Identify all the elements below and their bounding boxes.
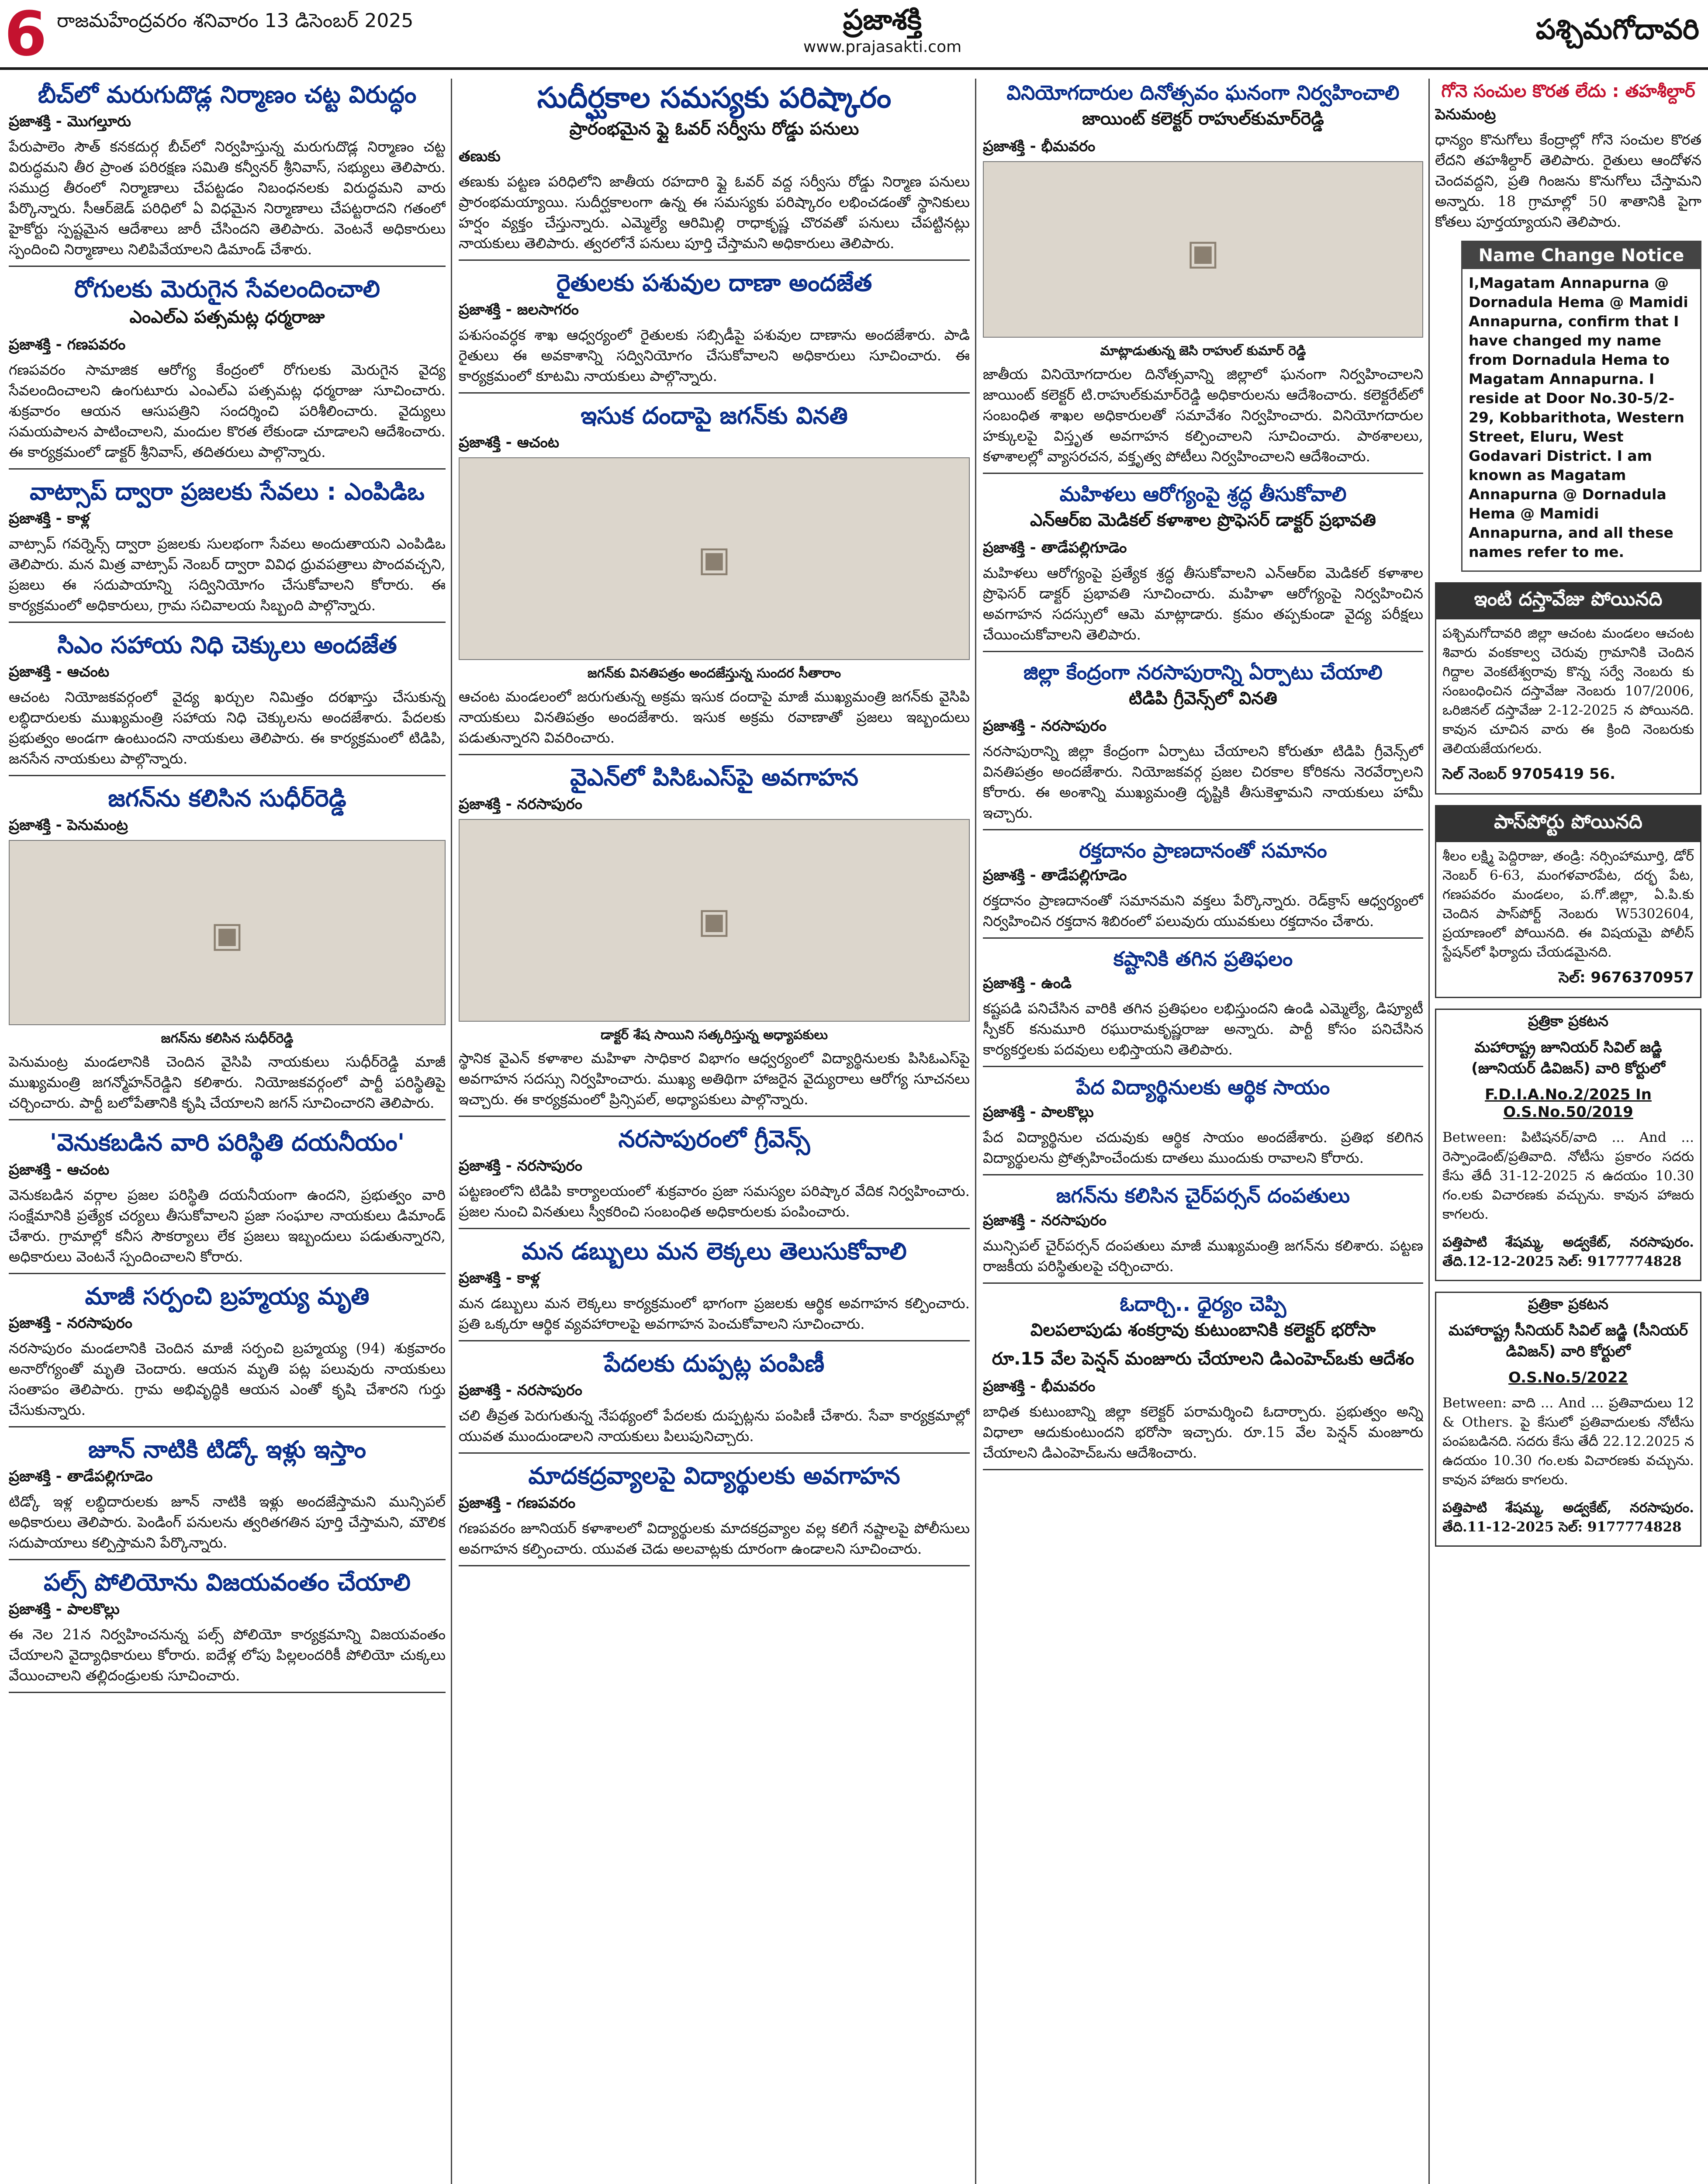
divider [983,829,1423,830]
story-body: పట్టణంలోని టిడిపి కార్యాలయంలో శుక్రవారం ప్రజా సమస్యల పరిష్కార వేదిక నిర్వహించారు. ప్రజల నుంచి వినతులు స్వీకరించి సంబంధిత అధికారులకు పంపించారు. [459,1182,970,1220]
story-body: మహిళలు ఆరోగ్యంపై ప్రత్యేక శ్రద్ధ తీసుకోవాలని ఎన్‌ఆర్‌ఐ మెడికల్ కళాశాల ప్రొఫెసర్ డాక్టర్ ప్రభావతి సూచించారు. మహిళా ఆరోగ్యంపై నిర్వహించిన అవగాహన సదస్సులో ఆమె మాట్లాడారు. క్రమం తప్పకుండా వైద్య పరీక్షలు చేయించుకోవాలని తెలిపారు. [983,564,1423,643]
page-number: 6 [4,0,47,70]
divider [459,1565,970,1566]
news-story [9,276,446,470]
classified-phone: సెల్: 9676370957 [1559,969,1694,986]
masthead [0,0,1708,70]
divider [459,1116,970,1117]
story-kicker: రూ.15 వేల పెన్షన్ మంజూరు చేయాలని డిఎంహెచ్‌ఒకు ఆదేశం [992,1349,1414,1369]
news-story [983,1184,1423,1284]
story-body: మన డబ్బులు మన లెక్కలు కార్యక్రమంలో భాగంగా ప్రజలకు ఆర్థిక అవగాహన కల్పించారు. ప్రతి ఒక్కరూ ఆర్థిక వ్యవహారాలపై అవగాహన పెంచుకోవాలని సూచించారు. [459,1295,970,1333]
story-headline: బీచ్‌లో మరుగుదొడ్ల నిర్మాణం చట్ట విరుద్ధం [38,81,417,108]
news-story [9,478,446,623]
story-body: మున్సిపల్ చైర్‌పర్సన్ దంపతులు మాజీ ముఖ్యమంత్రి జగన్‌ను కలిశారు. పట్టణ రాజకీయ పరిస్థితులపై చర్చించారు. [983,1237,1423,1275]
photo-caption: జగన్‌ను కలిసిన సుధీర్‌రెడ్డి [161,1031,294,1047]
divider [9,1273,446,1274]
divider [9,266,446,267]
story-body: చలి తీవ్రత పెరుగుతున్న నేపథ్యంలో పేదలకు దుప్పట్లను పంపిణీ చేశారు. సేవా కార్యక్రమాల్లో యువత ముందుండాలని నాయకులు పిలుపునిచ్చారు. [459,1407,970,1445]
news-story [459,1350,970,1454]
story-headline: సుదీర్ఘకాల సమస్యకు పరిష్కారం [537,81,892,114]
news-story [983,483,1423,652]
news-story [459,402,970,755]
divider [459,754,970,755]
news-story [9,1129,446,1274]
notice-title: ప్రత్రికా ప్రకటన [1528,1296,1609,1313]
story-headline: పేదలకు దుప్పట్ల పంపిణీ [604,1350,825,1378]
news-story [983,81,1423,474]
story-body: ఆచంట మండలంలో జరుగుతున్న అక్రమ ఇసుక దందాపై మాజీ ముఖ్యమంత్రి జగన్‌కు వైసిపి నాయకులు వినతిపత్రం అందజేశారు. ఇసుక అక్రమ రవాణాతో ప్రజలు ఇబ్బందులు పడుతున్నారని వివరించారు. [459,688,970,746]
story-dateline: ప్రజాశక్తి - ఆచంట [9,663,110,681]
column-rule [1428,79,1430,2184]
story-gunny-bags [1435,81,1701,232]
column-center-right [983,79,1423,2184]
notice-signature: పత్తిపాటి శేషమ్మ, అడ్వకేట్, నరసాపురం. తేది.11-12-2025 సెల్: 9177774828 [1442,1500,1694,1535]
story-headline: మాదకద్రవ్యాలపై విద్యార్థులకు అవగాహన [528,1462,900,1490]
story-kicker: ఎన్‌ఆర్‌ఐ మెడికల్ కళాశాల ప్రొఫెసర్ డాక్టర్ ప్రభావతి [1030,510,1376,530]
story-body: వాట్సాప్ గవర్నెన్స్ ద్వారా ప్రజలకు సులభంగా సేవలు అందుతాయని ఎంపిడిఒ తెలిపారు. మన మిత్ర వాట్సాప్ నెంబర్ ద్వారా వివిధ ధ్రువపత్రాలు పొందవచ్చని, ప్రజలు ఈ సదుపాయాన్ని సద్వినియోగం చేసుకోవాలని కోరారు. ఈ కార్యక్రమంలో అధికారులు, గ్రామ సచివాలయ సిబ్బంది పాల్గొన్నారు. [9,535,446,614]
story-body: కష్టపడి పనిచేసిన వారికి తగిన ప్రతిఫలం లభిస్తుందని ఉండి ఎమ్మెల్యే, డిప్యూటీ స్పీకర్ కనుమూరి రఘురామకృష్ణరాజు అన్నారు. పార్టీ కోసం పనిచేసిన కార్యకర్తలకు పదవులు లభిస్తాయని తెలిపారు. [983,1000,1423,1058]
news-story [983,1076,1423,1175]
divider [983,1282,1423,1284]
story-kicker: విలపలాపుడు శంకర్రావు కుటుంబానికి కలెక్టర్ భరోసా [1030,1320,1376,1341]
story-body: గణపవరం సామాజిక ఆరోగ్య కేంద్రంలో రోగులకు మెరుగైన వైద్య సేవలందించాలని ఉంగుటూరు ఎంఎల్‌ఎ పత్సమట్ల ధర్మరాజు సూచించారు. శుక్రవారం ఆయన ఆసుపత్రిని సందర్శించి పరిశీలించారు. వైద్యులు సమయపాలన పాటించాలని, మందుల కొరత లేకుండా చూడాలని ఆదేశించారు. ఈ కార్యక్రమంలో డాక్టర్ శ్రీనివాస్, తదితరులు పాల్గొన్నారు. [9,361,446,461]
story-dateline: పెనుమంట్ర [1435,106,1496,123]
story-body: ఈ నెల 21న నిర్వహించనున్న పల్స్ పోలియో కార్యక్రమాన్ని విజయవంతం చేయాలని వైద్యాధికారులు కోరారు. ఐదేళ్ల లోపు పిల్లలందరికీ పోలియో చుక్కలు వేయించాలని తల్లిదండ్రులకు సూచించారు. [9,1625,446,1684]
story-dateline: ప్రజాశక్తి - నరసాపురం [9,1314,132,1332]
news-photo [9,840,446,1025]
story-headline: మాజీ సర్పంచి బ్రహ్మయ్య మృతి [85,1282,370,1310]
story-kicker: ప్రారంభమైన ఫ్లై ఓవర్ సర్వీసు రోడ్డు పనులు [569,118,859,139]
column-rule [451,79,452,2184]
classified-body: శీలం లక్ష్మి పెద్దిరాజు, తండ్రి: నర్సింహామూర్తి, డోర్ నెంబర్ 6-63, మంగళవారపేట, దర్భ పేట, గణపవరం మండలం, ప.గో.జిల్లా, ఏ.పి.కు చెందిన పాస్‌పోర్ట్ నెంబరు W5302604, ప్రయాణంలో పోయినది. ఈ విషయమై పోలీస్ స్టేషన్‌లో ఫిర్యాదు చేయడమైనది. [1442,848,1694,960]
classified-lost-passport [1435,805,1701,998]
news-story [9,1569,446,1693]
divider [983,1174,1423,1175]
divider [9,1559,446,1560]
news-story [983,947,1423,1068]
news-story [459,764,970,1117]
story-body: నరసాపురాన్ని జిల్లా కేంద్రంగా ఏర్పాటు చేయాలని కోరుతూ టిడిపి గ్రీవెన్స్‌లో వినతిపత్రం అందజేశారు. నియోజకవర్గ ప్రజల చిరకాల కోరికను నెరవేర్చాలని కోరారు. ఈ అంశాన్ని ముఖ్యమంత్రి దృష్టికి తీసుకెళ్తామని నాయకులు హామీ ఇచ్చారు. [983,742,1423,821]
photo-placeholder-icon: ▣ [698,539,731,580]
story-dateline: తణుకు [459,147,501,165]
brand-name: ప్రజాశక్తి [843,4,922,36]
story-body: పేరుపాలెం సౌత్ కనకదుర్గ బీచ్‌లో నిర్వహిస్తున్న మరుగుదొడ్ల నిర్మాణం చట్ట విరుద్ధమని తీర ప్రాంత పరిరక్షణ సమితి కన్వీనర్ శ్రీనివాస్, సభ్యులు తెలిపారు. సముద్ర తీరంలో నిర్మాణాలు చేపట్టడం నిబంధనలకు విరుద్ధమని వారు పేర్కొన్నారు. సీఆర్‌జెడ్ పరిధిలో ఏ విధమైన నిర్మాణాలు చేపట్టరాదని గతంలో హైకోర్టు స్పష్టమైన ఆదేశాలు జారీ చేసిందని తెలిపారు. వెంటనే అధికారులు స్పందించి నిర్మాణాలు నిలిపివేయాలని డిమాండ్ చేశారు. [9,138,446,258]
notice-title: ప్రత్రికా ప్రకటన [1528,1013,1609,1030]
divider [459,1340,970,1341]
story-headline: పల్స్ పోలియోను విజయవంతం చేయాలి [43,1568,411,1596]
story-dateline: ప్రజాశక్తి - తాడేపల్లిగూడెం [9,1467,153,1485]
news-story [9,1436,446,1560]
story-dateline: ప్రజాశక్తి - నరసాపురం [459,1157,582,1175]
news-story [459,270,970,394]
story-dateline: ప్రజాశక్తి - నరసాపురం [459,795,582,813]
story-dateline: ప్రజాశక్తి - నరసాపురం [459,1382,582,1400]
divider [9,775,446,776]
classified-phone: సెల్ నెంబర్ 9705419 56. [1442,765,1616,783]
story-dateline: ప్రజాశక్తి - గణపవరం [459,1494,576,1512]
story-dateline: ప్రజాశక్తి - ఆచంట [9,1161,110,1178]
news-story [459,1238,970,1341]
news-story [983,839,1423,939]
story-body: ఆచంట నియోజకవర్గంలో వైద్య ఖర్చుల నిమిత్తం దరఖాస్తు చేసుకున్న లబ్ధిదారులకు ముఖ్యమంత్రి సహాయ నిధి చెక్కులను అందజేశారు. పేదలకు ప్రభుత్వం అండగా ఉంటుందని నాయకులు తెలిపారు. ఈ కార్యక్రమంలో టిడిపి, జనసేన నాయకులు పాల్గొన్నారు. [9,688,446,767]
divider [983,651,1423,652]
story-body: పశుసంవర్ధక శాఖ ఆధ్వర్యంలో రైతులకు సబ్సిడీపై పశువుల దాణాను అందజేశారు. పాడి రైతులు ఈ అవకాశాన్ని సద్వినియోగం చేసుకోవాలని అధికారులు సూచించారు. ఈ కార్యక్రమంలో కూటమి నాయకులు పాల్గొన్నారు. [459,326,970,384]
news-photo [459,819,970,1022]
divider [983,1066,1423,1067]
divider [9,1426,446,1427]
story-body: ధాన్యం కొనుగోలు కేంద్రాల్లో గోనె సంచుల కొరత లేదని తహశీల్దార్ తెలిపారు. రైతులు ఆందోళన చెందవద్దని, ప్రతి గింజను కొనుగోలు చేస్తామని అన్నారు. 18 గ్రామాల్లో 50 శాతానికి పైగా కోతలు పూర్తయ్యాయని తెలిపారు. [1435,131,1701,230]
story-dateline: ప్రజాశక్తి - తాడేపల్లిగూడెం [983,539,1127,556]
divider [9,1119,446,1120]
story-dateline: ప్రజాశక్తి - నరసాపురం [983,717,1106,735]
photo-placeholder-icon: ▣ [1186,232,1220,273]
brand-url[interactable]: www.prajasakti.com [803,38,962,56]
court-name: మహారాష్ట్ర జూనియర్ సివిల్ జడ్జి (జూనియర్ డివిజన్) వారి కోర్టులో [1471,1039,1665,1077]
story-dateline: ప్రజాశక్తి - పాలకొల్లు [9,1600,120,1618]
divider [459,259,970,261]
divider [983,937,1423,939]
story-dateline: ప్రజాశక్తి - నరసాపురం [983,1212,1106,1230]
story-dateline: ప్రజాశక్తి - భీమవరం [983,1378,1096,1396]
story-body: పెనుమంట్ర మండలానికి చెందిన వైసిపి నాయకులు సుధీర్‌రెడ్డి మాజీ ముఖ్యమంత్రి జగన్మోహన్‌రెడ్డిని కలిశారు. నియోజకవర్గంలో పార్టీ పరిస్థితిపై చర్చించారు. పార్టీ బలోపేతానికి కృషి చేయాలని జగన్ సూచించారని తెలిపారు. [9,1053,446,1112]
news-story [9,81,446,267]
story-dateline: ప్రజాశక్తి - జలసాగరం [459,301,579,318]
story-body: పేద విద్యార్థినుల చదువుకు ఆర్థిక సాయం అందజేశారు. ప్రతిభ కలిగిన విద్యార్థులను ప్రోత్సహించేందుకు దాతలు ముందుకు రావాలని కోరారు. [983,1129,1423,1167]
name-change-notice [1461,241,1701,572]
news-story [9,785,446,1120]
news-story [983,661,1423,830]
divider [983,473,1423,474]
story-headline: రైతులకు పశువుల దాణా అందజేత [556,269,872,297]
story-kicker: టిడిపి గ్రీవెన్స్‌లో వినతి [1129,688,1277,708]
story-body: జాతీయ వినియోగదారుల దినోత్సవాన్ని జిల్లాలో ఘనంగా నిర్వహించాలని జాయింట్ కలెక్టర్ టి.రాహుల్‌కుమార్‌రెడ్డి అధికారులను ఆదేశించారు. కలెక్టరేట్‌లో సంబంధిత శాఖల అధికారులతో సమావేశం నిర్వహించారు. వినియోగదారుల హక్కులపై విస్తృత అవగాహన కల్పించాలని సూచించారు. పాఠశాలలు, కళాశాలల్లో వ్యాసరచన, వక్తృత్వ పోటీలు నిర్వహించాలని ఆదేశించారు. [983,365,1423,465]
story-headline: వినియోగదారుల దినోత్సవం ఘనంగా నిర్వహించాలి [1006,81,1400,104]
story-dateline: ప్రజాశక్తి - తాడేపల్లిగూడెం [983,866,1127,884]
photo-placeholder-icon: ▣ [698,900,731,941]
photo-caption: జగన్‌కు వినతిపత్రం అందజేస్తున్న సుందర సీతారాం [587,666,841,681]
story-headline: సిఎం సహాయ నిధి చెక్కులు అందజేత [57,631,397,659]
story-body: స్థానిక వైఎన్ కళాశాల మహిళా సాధికార విభాగం ఆధ్వర్యంలో విద్యార్థినులకు పిసిఓఎస్‌పై అవగాహన సదస్సు నిర్వహించారు. ముఖ్య అతిథిగా హాజరైన వైద్యురాలు ఆరోగ్య సూచనలు ఇచ్చారు. ఈ కార్యక్రమంలో ప్రిన్సిపల్, అధ్యాపకులు పాల్గొన్నారు. [459,1050,970,1108]
story-headline: జగన్‌ను కలిసిన సుధీర్‌రెడ్డి [108,784,346,812]
story-headline: కష్టానికి తగిన ప్రతిఫలం [1113,947,1293,971]
notice-body: Between: వాది ... And ... ప్రతివాదులు 12 & Others. పై కేసులో ప్రతివాదులకు నోటీసు పంపబడినది. సదరు కేసు తేదీ 22.12.2025 న ఉదయం 10.30 గం.లకు విచారణకు వచ్చును. కావున హాజరు కాగలరు. [1442,1395,1694,1488]
story-dateline: ప్రజాశక్తి - పెనుమంట్ర [9,816,128,834]
story-headline: మహిళలు ఆరోగ్యంపై శ్రద్ధ తీసుకోవాలి [1059,482,1347,506]
case-number: O.S.No.5/2022 [1508,1369,1628,1386]
story-dateline: ప్రజాశక్తి - గణపవరం [9,336,126,354]
story-body: తణుకు పట్టణ పరిధిలోని జాతీయ రహదారి ఫ్లై ఓవర్ వద్ద సర్వీసు రోడ్డు నిర్మాణ పనులు ప్రారంభమయ్యాయి. సుదీర్ఘకాలంగా ఉన్న ఈ సమస్యకు పరిష్కారం లభించడంతో స్థానికులు హర్షం వ్యక్తం చేస్తున్నారు. ఎమ్మెల్యే ఆరిమిల్లి రాధాకృష్ణ చొరవతో పనులు చేపట్టినట్లు నాయకులు తెలిపారు. త్వరలోనే పనులు పూర్తి చేస్తామని అధికారులు తెలిపారు. [459,173,970,252]
story-headline: జూన్ నాటికి టిడ్కో ఇళ్లు ఇస్తాం [88,1435,366,1463]
column-left [9,79,446,2184]
court-name: మహారాష్ట్ర సీనియర్ సివిల్ జడ్జి (సీనియర్ డివిజన్) వారి కోర్టులో [1448,1322,1688,1360]
divider [9,622,446,623]
notice-body: I,Magatam Annapurna @ Dornadula Hema @ Mamidi Annapurna, confirm that I have changed my name from Dornadula Hema to Magatam Annapurna. I reside at Door No.30-5/2-29, Kobbarithota, Western Street, Eluru, West Godavari District. I am known as Magatam Annapurna @ Dornadula Hema @ Mamidi Annapurna, and all these names refer to me. [1469,274,1688,560]
divider [9,1692,446,1693]
story-body: రక్తదానం ప్రాణదానంతో సమానమని వక్తలు పేర్కొన్నారు. రెడ్‌క్రాస్ ఆధ్వర్యంలో నిర్వహించిన రక్తదాన శిబిరంలో పలువురు యువకులు రక్తదానం చేశారు. [983,892,1423,930]
story-headline: 'వెనుకబడిన వారి పరిస్థితి దయనీయం' [49,1129,405,1157]
notice-signature: పత్తిపాటి శేషమ్మ, అడ్వకేట్, నరసాపురం. తేది.12-12-2025 సెల్: 9177774828 [1442,1234,1694,1269]
story-dateline: ప్రజాశక్తి - ఆచంట [459,434,560,452]
story-dateline: ప్రజాశక్తి - మొగల్తూరు [9,113,131,131]
news-photo [459,457,970,660]
divider [9,468,446,470]
photo-caption: డాక్టర్ శేష సాయిని సత్కరిస్తున్న అధ్యాపకులు [600,1027,828,1043]
story-headline: నరసాపురంలో గ్రీవెన్స్ [618,1125,810,1153]
news-story [983,1292,1423,1470]
story-dateline: ప్రజాశక్తి - కాళ్ల [459,1269,540,1287]
divider [983,1469,1423,1470]
news-story [459,81,970,261]
story-headline: ఓదార్చి.. ధైర్యం చెప్పి [1120,1292,1286,1316]
divider [459,1452,970,1454]
story-headline: జిల్లా కేంద్రంగా నరసాపురాన్ని ఏర్పాటు చేయాలి [1023,660,1383,684]
news-story [9,1283,446,1427]
notice-body: Between: పిటిషనర్/వాది ... And ... రెస్పాండెంట్/ప్రతివాది. నోటీసు ప్రకారం సదరు కేసు తేదీ 31-12-2025 న ఉదయం 10.30 గం.లకు విచారణకు వచ్చును. కావున హాజరు కాగలరు. [1442,1130,1694,1222]
classified-title: ఇంటి దస్తావేజు పోయినది [1436,584,1700,619]
divider [459,1228,970,1229]
news-story [459,1462,970,1566]
story-headline: ఇసుక దందాపై జగన్‌కు వినతి [581,401,848,429]
story-kicker: ఎంఎల్‌ఎ పత్సమట్ల ధర్మరాజు [129,307,325,328]
photo-caption: మాట్లాడుతున్న జెసి రాహుల్ కుమార్ రెడ్డి [1100,343,1306,359]
story-body: గణపవరం జూనియర్ కళాశాలలో విద్యార్థులకు మాదకద్రవ్యాల వల్ల కలిగే నష్టాలపై పోలీసులు అవగాహన కల్పించారు. యువత చెడు అలవాట్లకు దూరంగా ఉండాలని సూచించారు. [459,1519,970,1557]
column-right-classifieds [1435,79,1701,2184]
edition-name: పశ్చిమగోదావరి [1535,14,1699,46]
column-rule [975,79,976,2184]
news-photo [983,161,1423,338]
column-center-left [459,79,970,2184]
issue-date: రాజమహేంద్రవరం శనివారం 13 డిసెంబర్ 2025 [57,10,414,32]
court-notice-2 [1435,1292,1701,1547]
story-headline: పేద విద్యార్థినులకు ఆర్థిక సాయం [1076,1075,1330,1099]
brand [795,3,970,57]
story-dateline: ప్రజాశక్తి - భీమవరం [983,137,1096,155]
story-headline: జగన్‌ను కలిసిన చైర్‌పర్సన్ దంపతులు [1056,1184,1350,1208]
court-notice-1 [1435,1009,1701,1281]
news-story [9,632,446,776]
case-number: F.D.I.A.No.2/2025 In O.S.No.50/2019 [1485,1086,1652,1121]
story-headline: రక్తదానం ప్రాణదానంతో సమానం [1079,838,1327,862]
story-body: టిడ్కో ఇళ్ల లబ్ధిదారులకు జూన్ నాటికి ఇళ్లు అందజేస్తామని మున్సిపల్ అధికారులు తెలిపారు. పెండింగ్ పనులను త్వరితగతిన పూర్తి చేస్తామని, మౌలిక సదుపాయాలు కల్పిస్తామని పేర్కొన్నారు. [9,1493,446,1551]
story-body: బాధిత కుటుంబాన్ని జిల్లా కలెక్టర్ పరామర్శించి ఓదార్చారు. ప్రభుత్వం అన్ని విధాలా ఆదుకుంటుందని భరోసా ఇచ్చారు. రూ.15 వేల పెన్షన్ మంజూరు చేయాలని డిఎంహెచ్‌ఒను ఆదేశించారు. [983,1403,1423,1462]
story-dateline: ప్రజాశక్తి - పాలకొల్లు [983,1103,1094,1121]
story-headline: వైఎన్‌లో పిసిఓఎస్‌పై అవగాహన [570,764,858,791]
classified-body: పశ్చిమగోదావరి జిల్లా ఆచంట మండలం ఆచంట శివారు వంకకాల్వ చెరువు గ్రామానికి చెందిన గిద్దాల వెంకటేశ్వరావు కొన్న సర్వే నెంబరు కు సంబంధించిన దస్తావేజు నెంబరు 107/2006, ఒరిజినల్ దస్తావేజు 2-12-2025 న పోయినది. కావున చూచిన వారు ఈ క్రింది నెంబరుకు తెలియజేయగలరు. [1442,625,1694,757]
story-dateline: ప్రజాశక్తి - కాళ్ల [9,510,90,528]
news-story [459,1126,970,1229]
story-headline: మన డబ్బులు మన లెక్కలు తెలుసుకోవాలి [522,1237,907,1265]
classified-lost-document [1435,582,1701,795]
story-body: వెనుకబడిన వర్గాల ప్రజల పరిస్థితి దయనీయంగా ఉందని, ప్రభుత్వం వారి సంక్షేమానికి ప్రత్యేక చర్యలు తీసుకోవాలని ప్రజా సంఘాల నాయకులు డిమాండ్ చేశారు. గ్రామాల్లో కనీస సౌకర్యాలు లేక ప్రజలు ఇబ్బందులు పడుతున్నారని, అధికారులు వెంటనే స్పందించాలని కోరారు. [9,1186,446,1265]
classified-title: పాస్‌పోర్టు పోయినది [1436,806,1700,842]
story-headline: గోనె సంచుల కొరత లేదు : తహశీల్దార్ [1441,81,1695,101]
story-kicker: జాయింట్ కలెక్టర్ రాహుల్‌కుమార్‌రెడ్డి [1082,108,1324,129]
story-body: నరసాపురం మండలానికి చెందిన మాజీ సర్పంచి బ్రహ్మయ్య (94) శుక్రవారం అనారోగ్యంతో మృతి చెందారు. ఆయన మృతి పట్ల పలువురు నాయకులు సంతాపం తెలిపారు. గ్రామ అభివృద్ధికి ఆయన ఎంతో కృషి చేశారని గుర్తు చేసుకున్నారు. [9,1339,446,1418]
photo-placeholder-icon: ▣ [211,914,244,955]
divider [459,392,970,394]
story-dateline: ప్రజాశక్తి - ఉండి [983,975,1072,992]
story-headline: వాట్సాప్ ద్వారా ప్రజలకు సేవలు : ఎంపిడిఒ [30,478,425,506]
notice-title: Name Change Notice [1463,242,1700,269]
story-headline: రోగులకు మెరుగైన సేవలందించాలి [74,275,380,303]
